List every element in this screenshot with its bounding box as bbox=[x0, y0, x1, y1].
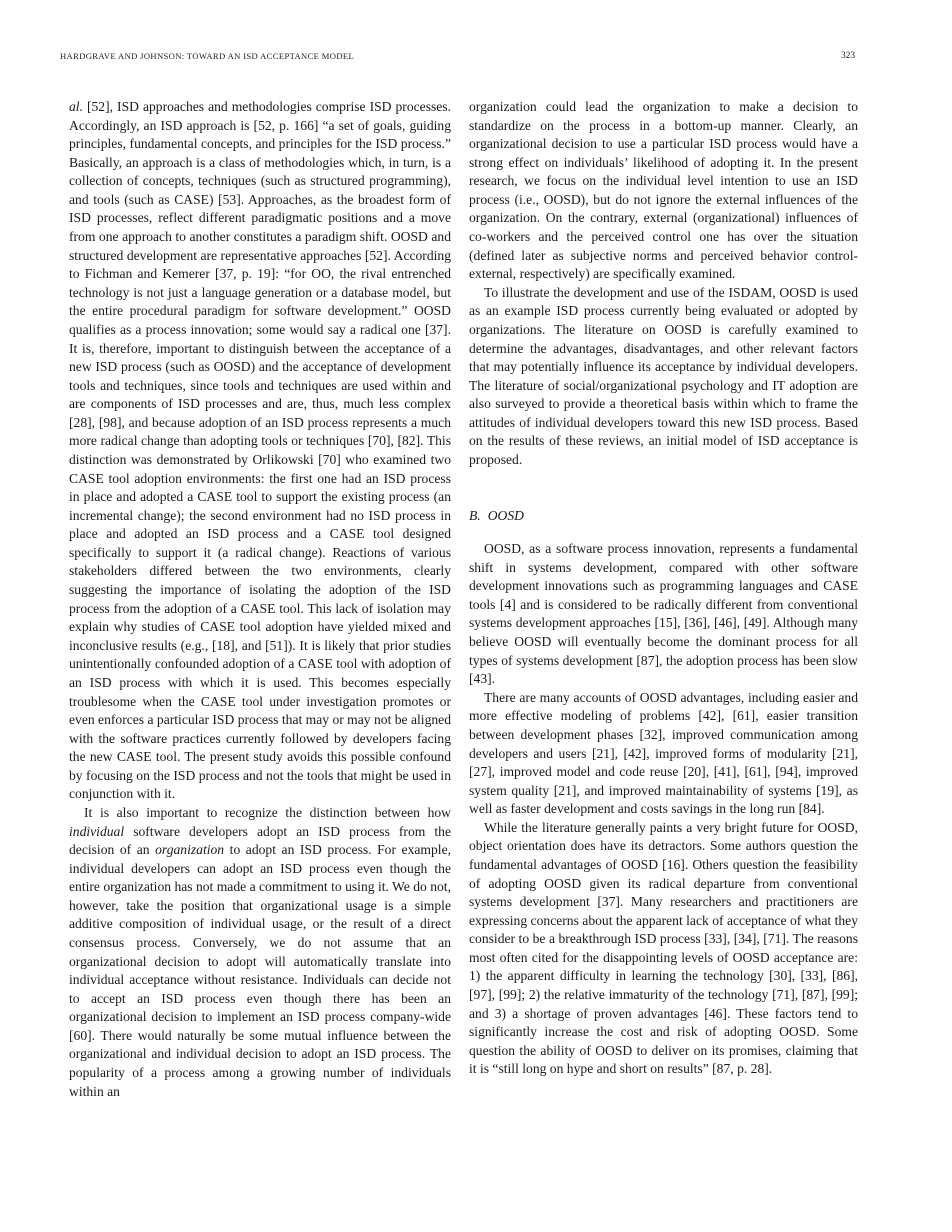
paragraph-oosd-detractors: While the literature generally paints a very bright future for OOSD, object orientation does have its detractors. Some authors question the fundamental advantages of OOSD [16]. Others question the feasibility of adopting OOSD given its radical departure from conventional systems development [37]. Many researchers and practitioners are expressing concerns about the apparent lack of acceptance of what they consider to be a breakthrough ISD process [33], [34], [71]. The reasons most often cited for the disappointing levels of OOSD acceptance are: 1) the apparent difficulty in learning the technology [30], [33], [86], [97], [99]; 2) the relative immaturity of the technology [71], [87], [99]; and 3) a shortage of proven advantages [46]. These factors tend to significantly increase the cost and risk of adopting OOSD. Some question the ability of OOSD to deliver on its promises, claiming that it is “still long on hype and short on results” [87, p. 28]. bbox=[469, 819, 858, 1077]
running-title: HARDGRAVE AND JOHNSON: TOWARD AN ISD ACCEPTANCE MODEL bbox=[60, 51, 355, 61]
emphasis-individual: individual bbox=[69, 823, 125, 839]
italic-lead: al. bbox=[69, 99, 83, 114]
paragraph-continued: organization could lead the organization to make a decision to standardize on the process in a bottom-up manner. Clearly, an organizational decision to use a particular ISD process would have a strong effect on individuals’ likelihood of adopting it. In the present research, we focus on the individual level intention to use an ISD process (i.e., OOSD), but do not ignore the external influences of the organization. On the contrary, external (organizational) influences of co-workers and the perceived control one has over the situation (defined later as subjective norms and perceived behavior control-external, respectively) are specifically examined. bbox=[469, 99, 858, 282]
section-heading bbox=[469, 507, 858, 526]
running-header bbox=[60, 51, 860, 65]
paragraph-oosd-shift: OOSD, as a software process innovation, represents a fundamental shift in systems development, compared with other software development innovations such as programming languages and CASE tools [4] and is considered to be radically different from conventional systems development approaches [15], [36], [46], [49]. Although many believe OOSD will eventually become the dominant process for all types of systems development [87], the adoption process has been slow [43]. bbox=[469, 541, 858, 687]
emphasis-organization: organization bbox=[155, 842, 225, 858]
paragraph-isdam-illustration: To illustrate the development and use of the ISDAM, OOSD is used as an example ISD process currently being evaluated or adopted by organizations. The literature on OOSD is carefully examined to determine the advantages, disadvantages, and other relevant factors that may potentially influence its acceptance by individual developers. The literature of social/organizational psychology and IT adoption are also surveyed to provide a theoretical basis within which to frame the attitudes of individual developers toward this new ISD process. Based on the results of these reviews, an initial model of ISD acceptance is proposed. bbox=[469, 284, 858, 467]
paragraph-text: [52], ISD approaches and methodologies comprise ISD processes. Accordingly, an ISD approach is [52, p. 166] “a set of goals, guiding principles, fundamental concepts, and principles for the ISD process.” Basically, an approach is a class of methodologies which, in turn, is a collection of concepts, techniques (such as structured programming), and tools (such as CASE) [53]. Approaches, as the broadest form of ISD processes, reflect different paradigmatic positions and a move from one approach to another constitutes a paradigm shift. OOSD and structured development are representative approaches [52]. According to Fichman and Kemerer [37, p. 19]: “for OO, the rival entrenched technology is not just a language generation or a database model, but the entire procedural paradigm for software development.” OOSD qualifies as a process innovation; some would say a radical one [37]. It is, therefore, important to distinguish between the acceptance of a new ISD process (such as OOSD) and the acceptance of development tools and techniques, since tools and techniques are used within and are components of ISD processes and are, thus, much less complex [28], [98], and because adoption of an ISD process represents a much more radical change than adopting tools or techniques [70], [82]. This distinction was demonstrated by Orlikowski [70] who examined two CASE tool adoption environments: the first one had an ISD process in place and adopted a CASE tool to support the existing process (an incremental change); the second environment had no ISD process in place and adopted an ISD process and a CASE tool designed specifically to support it (a radical change). Reactions of various stakeholders differed between the two environments, clearly suggesting the importance of isolating the adoption of the ISD process from the adoption of a CASE tool. This lack of isolation may explain why studies of CASE tool adoption have yielded mixed and inconclusive results (e.g., [18], and [51]). It is likely that prior studies unintentionally confounded adoption of a CASE tool with adoption of an ISD process with which it is used. This becomes especially troublesome when the CASE tool under investigation promotes or even enforces a particular ISD process that may or may not be aligned with the software practices currently followed by developers facing the new CASE tool. The present study avoids this possible confound by focusing on the ISD process and not the tools that might be used in conjunction with it. bbox=[69, 99, 451, 802]
paragraph-oosd-advantages: There are many accounts of OOSD advantages, including easier and more effective modeling of problems [42], [61], easier transition between development phases [32], improved communication among developers and users [21], [42], improved forms of modularity [21], [27], improved model and code reuse [20], [41], [61], [94], improved system quality [21], and improved maintainability of systems [19], as well as faster development and costs savings in the long run [84]. bbox=[469, 689, 858, 817]
section-number: B. bbox=[469, 507, 481, 523]
text-run: to adopt an ISD process. For example, individual developers can adopt an ISD process even though the entire organization has not made a commitment to using it. We do not, however, take the position that organizational usage is a simple additive composition of individual usage, or the result of a direct consensus process. Conversely, we do not assume that an organizational decision to adopt will automatically translate into individual acceptance without resistance. Individuals can decide not to accept an ISD process even though there has been an organizational decision to implement an ISD process company-wide [60]. There would naturally be some mutual influence between the organizational and individual decision to adopt an ISD process. The popularity of a process among a growing number of individuals within an bbox=[69, 842, 451, 1099]
text-run: It is also important to recognize the distinction between how bbox=[84, 804, 451, 820]
paragraph-individual-vs-organization bbox=[69, 804, 451, 1101]
left-column bbox=[69, 98, 451, 1101]
right-column bbox=[469, 98, 858, 1079]
section-title: OOSD bbox=[487, 507, 524, 523]
paragraph-continued bbox=[69, 98, 451, 804]
text-run: software developers adopt an ISD process from the decision of an bbox=[69, 823, 451, 858]
page-number: 323 bbox=[841, 51, 856, 61]
